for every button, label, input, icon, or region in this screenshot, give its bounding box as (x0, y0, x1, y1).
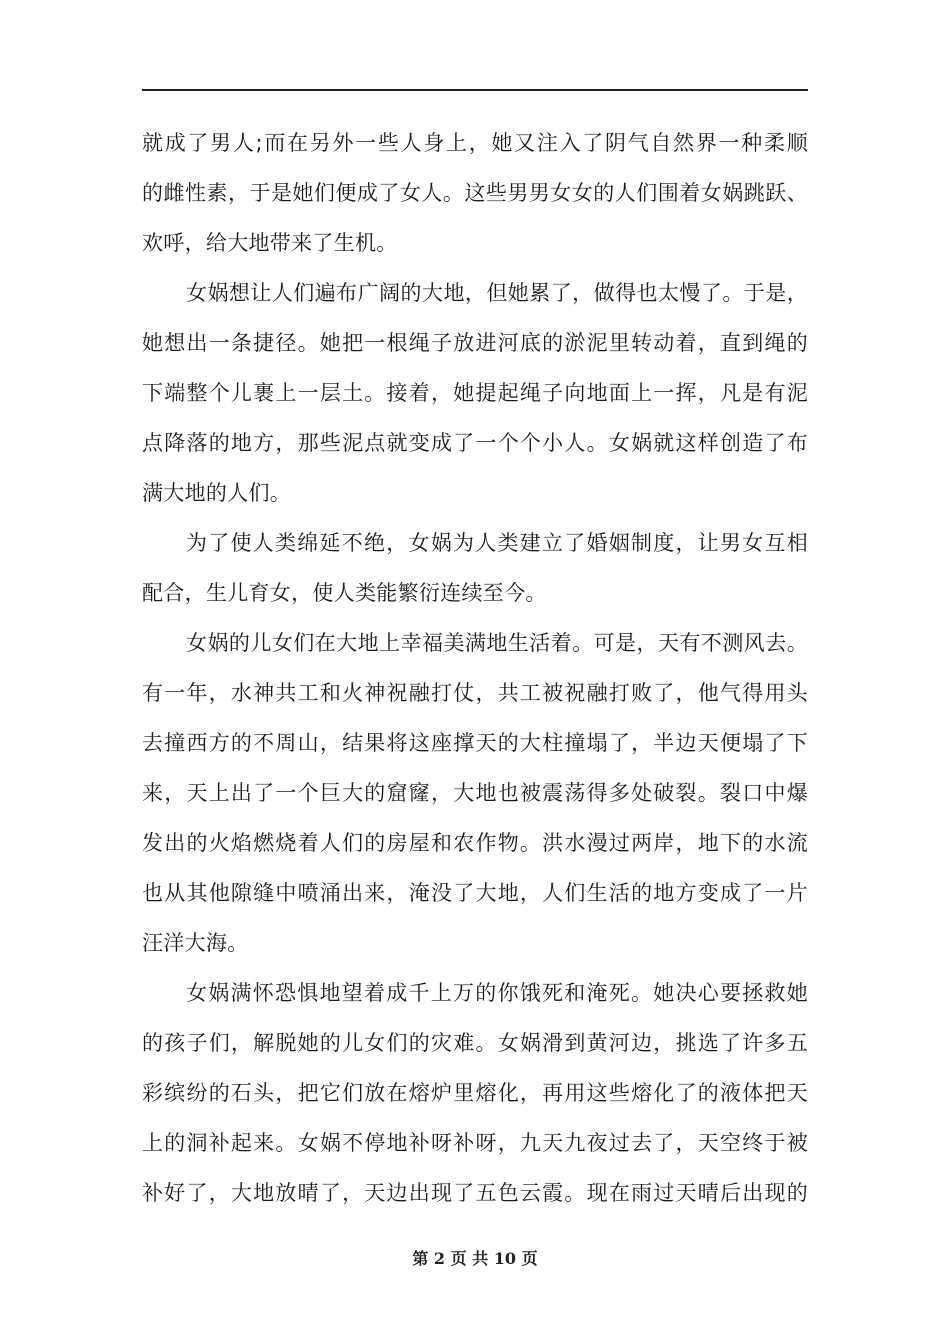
text-line: 发出的火焰燃烧着人们的房屋和农作物。洪水漫过两岸，地下的水流 (142, 831, 808, 855)
text-line: 上的洞补起来。女娲不停地补呀补呀，九天九夜过去了，天空终于被 (142, 1131, 808, 1155)
text-line: 配合，生儿育女，使人类能繁衍连续至今。 (142, 581, 547, 605)
text-line: 下端整个儿裹上一层土。接着，她提起绳子向地面上一挥，凡是有泥 (142, 381, 808, 405)
header-rule (142, 89, 808, 91)
text-line: 来，天上出了一个巨大的窟窿，大地也被震荡得多处破裂。裂口中爆 (142, 781, 808, 805)
paragraph-start-line: 女娲想让人们遍布广阔的大地，但她累了，做得也太慢了。于是， (186, 281, 808, 305)
text-line: 也从其他隙缝中喷涌出来，淹没了大地，人们生活的地方变成了一片 (142, 881, 808, 905)
text-line: 彩缤纷的石头，把它们放在熔炉里熔化，再用这些熔化了的液体把天 (142, 1081, 808, 1105)
paragraph-start-line: 为了使人类绵延不绝，女娲为人类建立了婚姻制度，让男女互相 (186, 531, 808, 555)
paragraph-start-line: 女娲的儿女们在大地上幸福美满地生活着。可是，天有不测风去。 (186, 631, 808, 655)
paragraph-start-line: 女娲满怀恐惧地望着成千上万的你饿死和淹死。她决心要拯救她 (186, 981, 808, 1005)
text-line: 的孩子们，解脱她的儿女们的灾难。女娲滑到黄河边，挑选了许多五 (142, 1031, 808, 1055)
text-line: 她想出一条捷径。她把一根绳子放进河底的淤泥里转动着，直到绳的 (142, 331, 808, 355)
text-line: 满大地的人们。 (142, 481, 292, 505)
text-line: 去撞西方的不周山，结果将这座撑天的大柱撞塌了，半边天便塌了下 (142, 731, 808, 755)
text-line: 欢呼，给大地带来了生机。 (142, 231, 398, 255)
document-body (142, 118, 808, 1218)
text-line: 就成了男人;而在另外一些人身上，她又注入了阴气自然界一种柔顺 (142, 131, 808, 155)
text-line: 汪洋大海。 (142, 931, 249, 955)
text-line: 有一年，水神共工和火神祝融打仗，共工被祝融打败了，他气得用头 (142, 681, 808, 705)
text-line: 补好了，大地放晴了，天边出现了五色云霞。现在雨过天晴后出现的 (142, 1181, 808, 1205)
page-number-footer: 第 2 页 共 10 页 (412, 1249, 538, 1268)
text-line: 点降落的地方，那些泥点就变成了一个个小人。女娲就这样创造了布 (142, 431, 808, 455)
text-line: 的雌性素，于是她们便成了女人。这些男男女女的人们围着女娲跳跃、 (142, 181, 808, 205)
